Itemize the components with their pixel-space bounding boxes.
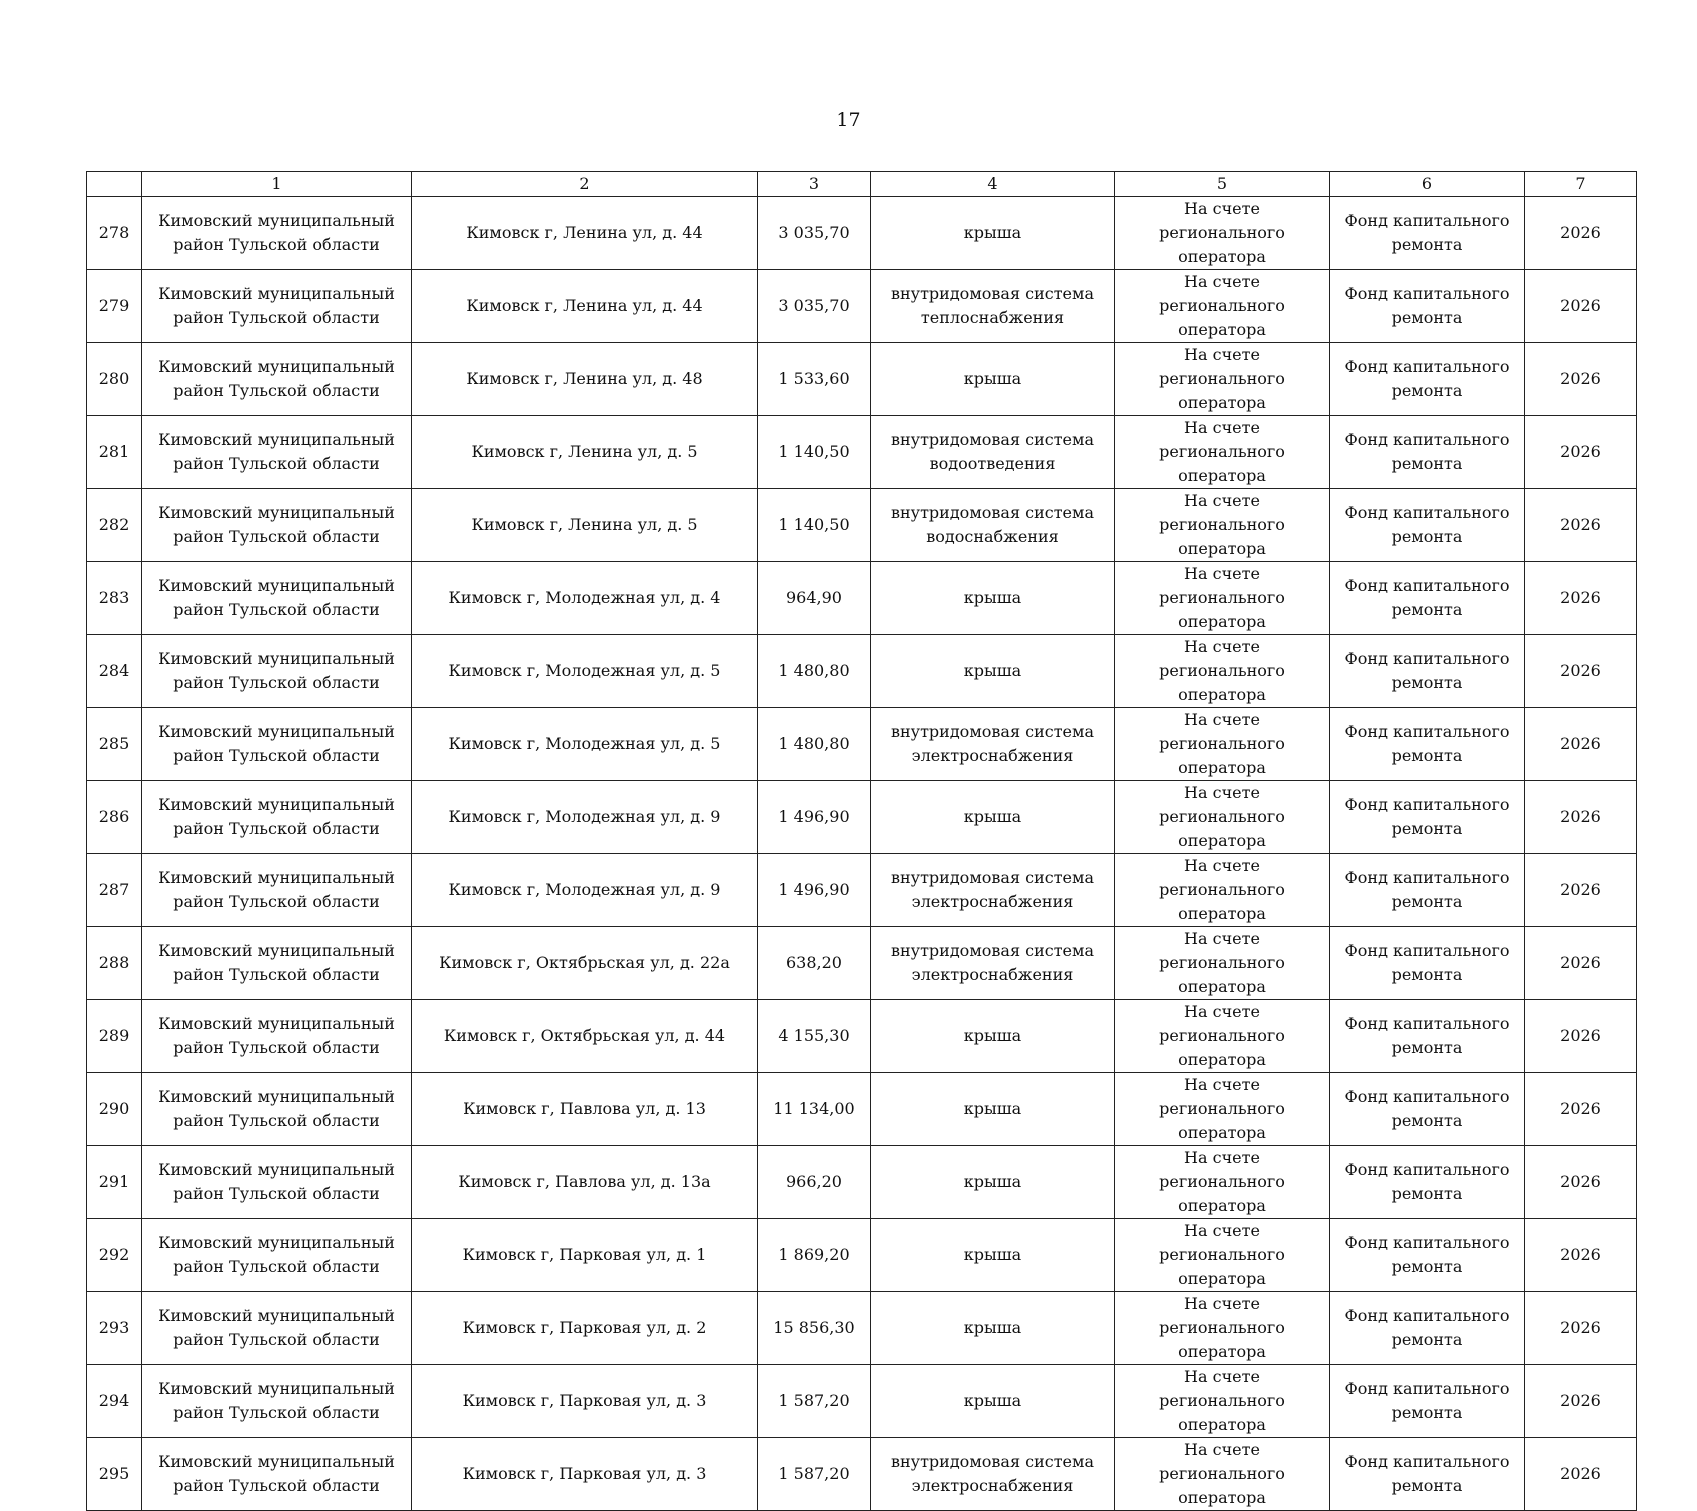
table-row xyxy=(87,781,1637,854)
fund-account-cell: На счете регионального оператора xyxy=(1115,1073,1330,1146)
funding-source-cell: Фонд капитального ремонта xyxy=(1330,416,1525,489)
funding-source-cell: Фонд капитального ремонта xyxy=(1330,927,1525,1000)
address-cell: Кимовск г, Ленина ул, д. 44 xyxy=(412,270,758,343)
fund-account-cell: На счете регионального оператора xyxy=(1115,635,1330,708)
municipality-cell: Кимовский муниципальный район Тульской области xyxy=(142,927,412,1000)
area-cell: 1 869,20 xyxy=(758,1219,871,1292)
area-cell: 1 140,50 xyxy=(758,489,871,562)
address-cell: Кимовск г, Молодежная ул, д. 9 xyxy=(412,854,758,927)
column-header: 4 xyxy=(871,172,1115,197)
column-header: 2 xyxy=(412,172,758,197)
column-header xyxy=(87,172,142,197)
row-number: 295 xyxy=(87,1438,142,1511)
row-number: 292 xyxy=(87,1219,142,1292)
address-cell: Кимовск г, Парковая ул, д. 2 xyxy=(412,1292,758,1365)
fund-account-cell: На счете регионального оператора xyxy=(1115,1292,1330,1365)
municipality-cell: Кимовский муниципальный район Тульской области xyxy=(142,1146,412,1219)
area-cell: 1 480,80 xyxy=(758,635,871,708)
address-cell: Кимовск г, Ленина ул, д. 5 xyxy=(412,489,758,562)
table-row xyxy=(87,489,1637,562)
row-number: 290 xyxy=(87,1073,142,1146)
area-cell: 1 140,50 xyxy=(758,416,871,489)
work-type-cell: крыша xyxy=(871,635,1115,708)
year-cell: 2026 xyxy=(1525,1219,1637,1292)
address-cell: Кимовск г, Октябрьская ул, д. 44 xyxy=(412,1000,758,1073)
table-row xyxy=(87,1365,1637,1438)
area-cell: 638,20 xyxy=(758,927,871,1000)
fund-account-cell: На счете регионального оператора xyxy=(1115,1438,1330,1511)
area-cell: 1 587,20 xyxy=(758,1365,871,1438)
funding-source-cell: Фонд капитального ремонта xyxy=(1330,1146,1525,1219)
table-row xyxy=(87,416,1637,489)
funding-source-cell: Фонд капитального ремонта xyxy=(1330,270,1525,343)
column-header: 3 xyxy=(758,172,871,197)
page-number: 17 xyxy=(836,109,861,131)
municipality-cell: Кимовский муниципальный район Тульской области xyxy=(142,1438,412,1511)
year-cell: 2026 xyxy=(1525,489,1637,562)
fund-account-cell: На счете регионального оператора xyxy=(1115,1000,1330,1073)
work-type-cell: внутридомовая система теплоснабжения xyxy=(871,270,1115,343)
work-type-cell: внутридомовая система электроснабжения xyxy=(871,927,1115,1000)
address-cell: Кимовск г, Ленина ул, д. 48 xyxy=(412,343,758,416)
address-cell: Кимовск г, Молодежная ул, д. 5 xyxy=(412,708,758,781)
municipality-cell: Кимовский муниципальный район Тульской области xyxy=(142,197,412,270)
address-cell: Кимовск г, Павлова ул, д. 13 xyxy=(412,1073,758,1146)
fund-account-cell: На счете регионального оператора xyxy=(1115,270,1330,343)
table-row xyxy=(87,270,1637,343)
municipality-cell: Кимовский муниципальный район Тульской области xyxy=(142,854,412,927)
year-cell: 2026 xyxy=(1525,1073,1637,1146)
fund-account-cell: На счете регионального оператора xyxy=(1115,708,1330,781)
municipality-cell: Кимовский муниципальный район Тульской области xyxy=(142,781,412,854)
row-number: 288 xyxy=(87,927,142,1000)
table-row xyxy=(87,1073,1637,1146)
year-cell: 2026 xyxy=(1525,854,1637,927)
row-number: 285 xyxy=(87,708,142,781)
municipality-cell: Кимовский муниципальный район Тульской области xyxy=(142,489,412,562)
funding-source-cell: Фонд капитального ремонта xyxy=(1330,854,1525,927)
fund-account-cell: На счете регионального оператора xyxy=(1115,197,1330,270)
table-row xyxy=(87,708,1637,781)
funding-source-cell: Фонд капитального ремонта xyxy=(1330,197,1525,270)
row-number: 289 xyxy=(87,1000,142,1073)
fund-account-cell: На счете регионального оператора xyxy=(1115,1219,1330,1292)
fund-account-cell: На счете регионального оператора xyxy=(1115,416,1330,489)
funding-source-cell: Фонд капитального ремонта xyxy=(1330,1365,1525,1438)
row-number: 294 xyxy=(87,1365,142,1438)
row-number: 293 xyxy=(87,1292,142,1365)
work-type-cell: крыша xyxy=(871,1073,1115,1146)
fund-account-cell: На счете регионального оператора xyxy=(1115,927,1330,1000)
area-cell: 11 134,00 xyxy=(758,1073,871,1146)
row-number: 281 xyxy=(87,416,142,489)
row-number: 279 xyxy=(87,270,142,343)
funding-source-cell: Фонд капитального ремонта xyxy=(1330,343,1525,416)
row-number: 286 xyxy=(87,781,142,854)
year-cell: 2026 xyxy=(1525,197,1637,270)
row-number: 280 xyxy=(87,343,142,416)
table-row xyxy=(87,343,1637,416)
address-cell: Кимовск г, Парковая ул, д. 3 xyxy=(412,1365,758,1438)
year-cell: 2026 xyxy=(1525,270,1637,343)
address-cell: Кимовск г, Молодежная ул, д. 4 xyxy=(412,562,758,635)
funding-source-cell: Фонд капитального ремонта xyxy=(1330,1073,1525,1146)
table-row xyxy=(87,562,1637,635)
work-type-cell: внутридомовая система электроснабжения xyxy=(871,1438,1115,1511)
work-type-cell: крыша xyxy=(871,1292,1115,1365)
year-cell: 2026 xyxy=(1525,635,1637,708)
work-type-cell: внутридомовая система водоснабжения xyxy=(871,489,1115,562)
row-number: 284 xyxy=(87,635,142,708)
column-header: 6 xyxy=(1330,172,1525,197)
column-header: 7 xyxy=(1525,172,1637,197)
fund-account-cell: На счете регионального оператора xyxy=(1115,781,1330,854)
year-cell: 2026 xyxy=(1525,562,1637,635)
area-cell: 1 533,60 xyxy=(758,343,871,416)
fund-account-cell: На счете регионального оператора xyxy=(1115,343,1330,416)
address-cell: Кимовск г, Парковая ул, д. 3 xyxy=(412,1438,758,1511)
area-cell: 1 587,20 xyxy=(758,1438,871,1511)
work-type-cell: внутридомовая система водоотведения xyxy=(871,416,1115,489)
table-row xyxy=(87,197,1637,270)
fund-account-cell: На счете регионального оператора xyxy=(1115,1365,1330,1438)
table-row xyxy=(87,927,1637,1000)
row-number: 282 xyxy=(87,489,142,562)
fund-account-cell: На счете регионального оператора xyxy=(1115,562,1330,635)
table-body xyxy=(87,197,1637,1511)
municipality-cell: Кимовский муниципальный район Тульской области xyxy=(142,1292,412,1365)
year-cell: 2026 xyxy=(1525,781,1637,854)
year-cell: 2026 xyxy=(1525,1146,1637,1219)
work-type-cell: крыша xyxy=(871,343,1115,416)
work-type-cell: крыша xyxy=(871,1000,1115,1073)
address-cell: Кимовск г, Молодежная ул, д. 9 xyxy=(412,781,758,854)
fund-account-cell: На счете регионального оператора xyxy=(1115,854,1330,927)
column-header: 5 xyxy=(1115,172,1330,197)
table-row xyxy=(87,1438,1637,1511)
area-cell: 3 035,70 xyxy=(758,197,871,270)
area-cell: 966,20 xyxy=(758,1146,871,1219)
table-header-row xyxy=(87,172,1637,197)
work-type-cell: крыша xyxy=(871,1146,1115,1219)
area-cell: 1 496,90 xyxy=(758,781,871,854)
funding-source-cell: Фонд капитального ремонта xyxy=(1330,1438,1525,1511)
table-row xyxy=(87,1292,1637,1365)
municipality-cell: Кимовский муниципальный район Тульской области xyxy=(142,708,412,781)
table-row xyxy=(87,854,1637,927)
table-row xyxy=(87,1000,1637,1073)
funding-source-cell: Фонд капитального ремонта xyxy=(1330,1292,1525,1365)
year-cell: 2026 xyxy=(1525,1000,1637,1073)
municipality-cell: Кимовский муниципальный район Тульской области xyxy=(142,270,412,343)
funding-source-cell: Фонд капитального ремонта xyxy=(1330,635,1525,708)
table-row xyxy=(87,1219,1637,1292)
municipality-cell: Кимовский муниципальный район Тульской области xyxy=(142,343,412,416)
row-number: 287 xyxy=(87,854,142,927)
year-cell: 2026 xyxy=(1525,1365,1637,1438)
funding-source-cell: Фонд капитального ремонта xyxy=(1330,489,1525,562)
work-type-cell: внутридомовая система электроснабжения xyxy=(871,854,1115,927)
area-cell: 3 035,70 xyxy=(758,270,871,343)
year-cell: 2026 xyxy=(1525,927,1637,1000)
municipality-cell: Кимовский муниципальный район Тульской области xyxy=(142,1000,412,1073)
municipality-cell: Кимовский муниципальный район Тульской области xyxy=(142,1073,412,1146)
area-cell: 1 496,90 xyxy=(758,854,871,927)
work-type-cell: крыша xyxy=(871,781,1115,854)
row-number: 283 xyxy=(87,562,142,635)
address-cell: Кимовск г, Октябрьская ул, д. 22а xyxy=(412,927,758,1000)
municipality-cell: Кимовский муниципальный район Тульской области xyxy=(142,635,412,708)
address-cell: Кимовск г, Ленина ул, д. 5 xyxy=(412,416,758,489)
work-type-cell: крыша xyxy=(871,562,1115,635)
funding-source-cell: Фонд капитального ремонта xyxy=(1330,781,1525,854)
municipality-cell: Кимовский муниципальный район Тульской области xyxy=(142,562,412,635)
address-cell: Кимовск г, Молодежная ул, д. 5 xyxy=(412,635,758,708)
municipality-cell: Кимовский муниципальный район Тульской области xyxy=(142,1219,412,1292)
work-type-cell: крыша xyxy=(871,197,1115,270)
column-header: 1 xyxy=(142,172,412,197)
funding-source-cell: Фонд капитального ремонта xyxy=(1330,708,1525,781)
area-cell: 15 856,30 xyxy=(758,1292,871,1365)
repair-schedule-table xyxy=(86,171,1637,1511)
year-cell: 2026 xyxy=(1525,416,1637,489)
year-cell: 2026 xyxy=(1525,343,1637,416)
fund-account-cell: На счете регионального оператора xyxy=(1115,1146,1330,1219)
address-cell: Кимовск г, Ленина ул, д. 44 xyxy=(412,197,758,270)
address-cell: Кимовск г, Павлова ул, д. 13а xyxy=(412,1146,758,1219)
year-cell: 2026 xyxy=(1525,1438,1637,1511)
work-type-cell: крыша xyxy=(871,1219,1115,1292)
funding-source-cell: Фонд капитального ремонта xyxy=(1330,1219,1525,1292)
address-cell: Кимовск г, Парковая ул, д. 1 xyxy=(412,1219,758,1292)
table-row xyxy=(87,635,1637,708)
fund-account-cell: На счете регионального оператора xyxy=(1115,489,1330,562)
table-row xyxy=(87,1146,1637,1219)
funding-source-cell: Фонд капитального ремонта xyxy=(1330,1000,1525,1073)
area-cell: 1 480,80 xyxy=(758,708,871,781)
year-cell: 2026 xyxy=(1525,1292,1637,1365)
row-number: 291 xyxy=(87,1146,142,1219)
row-number: 278 xyxy=(87,197,142,270)
work-type-cell: внутридомовая система электроснабжения xyxy=(871,708,1115,781)
area-cell: 4 155,30 xyxy=(758,1000,871,1073)
municipality-cell: Кимовский муниципальный район Тульской области xyxy=(142,416,412,489)
municipality-cell: Кимовский муниципальный район Тульской области xyxy=(142,1365,412,1438)
funding-source-cell: Фонд капитального ремонта xyxy=(1330,562,1525,635)
work-type-cell: крыша xyxy=(871,1365,1115,1438)
year-cell: 2026 xyxy=(1525,708,1637,781)
area-cell: 964,90 xyxy=(758,562,871,635)
